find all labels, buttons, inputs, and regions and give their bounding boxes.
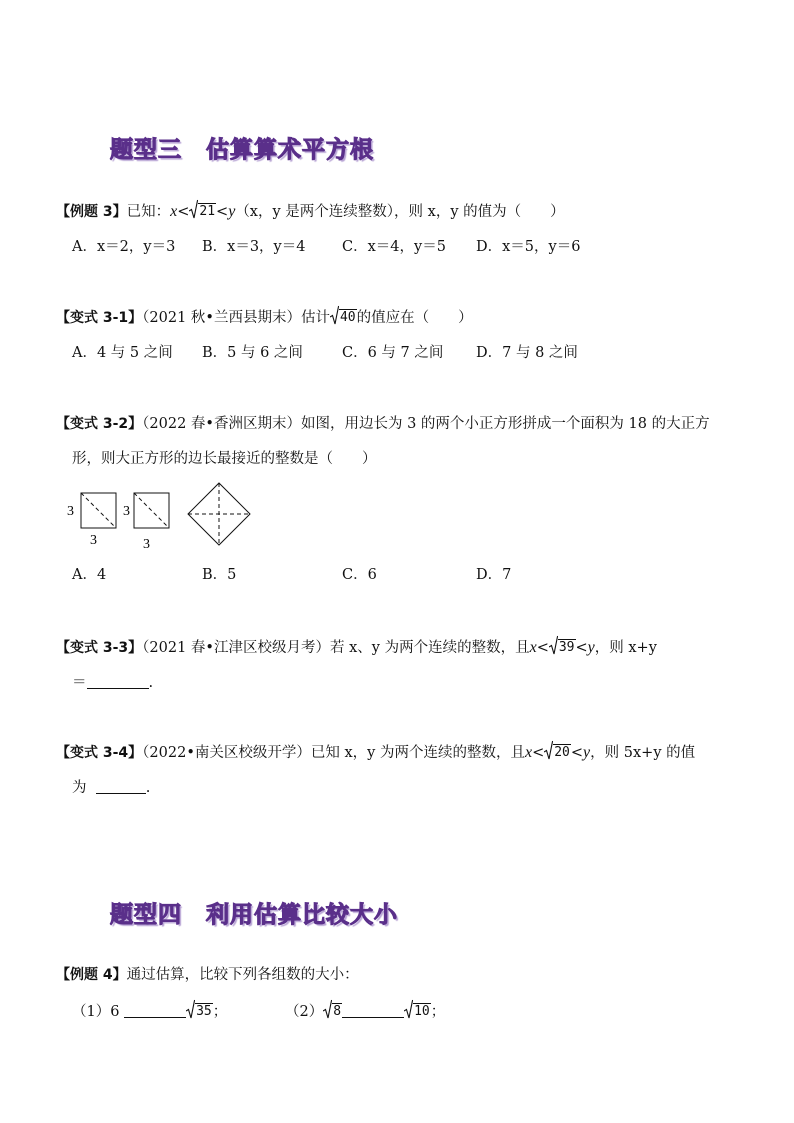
sqrt-expression [323,999,342,1019]
option-a: A．4 与 5 之间 [72,345,173,361]
radicand: 35 [196,1004,212,1019]
less-than: < [536,640,549,656]
variant-3-4-question [56,740,695,762]
radicand: 40 [339,310,356,325]
variant-3-3-question [56,635,657,657]
example-4-question [56,963,359,984]
sqrt-expression [404,999,431,1019]
variant-tag: 【变式 3-2】 [56,416,143,432]
semicolon: ； [430,1004,446,1020]
option-d: D．7 [476,567,512,583]
question-text: （2022 春•香洲区期末）如图，用边长为 3 的两个小正方形拼成一个面积为 18 的大正方 [142,416,710,432]
example-tag: 【例题 3】 [56,204,127,220]
option-c: C．x＝4，y＝5 [342,239,446,255]
less-than: < [216,204,229,220]
part-label: （2） [285,1004,324,1020]
answer-blank[interactable] [124,1017,186,1018]
part-1 [72,999,227,1021]
example-3-question [56,199,565,221]
variant-3-1-question [56,305,473,327]
part-2 [285,999,445,1021]
heading-number: 题型四 [110,902,182,928]
option-c: C．6 [342,567,377,583]
question-text: （x，y 是两个连续整数），则 x，y 的值为（ ） [235,204,565,220]
example-tag: 【例题 4】 [56,967,127,983]
question-text: 通过估算，比较下列各组数的大小： [126,967,359,983]
radicand: 8 [333,1004,342,1019]
question-text: ，则 5x+y 的值 [590,745,696,761]
equals-sign: ＝ [72,675,87,691]
side-label: 3 [90,533,97,548]
side-label: 3 [123,504,130,519]
section-heading-4 [110,896,398,929]
sqrt-expression [330,305,357,325]
section-heading-3 [110,131,374,164]
variant-3-2-question [56,412,710,433]
sqrt-expression [549,635,576,655]
answer-blank[interactable] [87,688,149,689]
radicand: 39 [558,640,575,655]
option-d: D．x＝5，y＝6 [476,239,581,255]
var-y: y [587,639,595,656]
less-than: < [575,640,588,656]
period: . [148,675,154,691]
option-b: B．5 与 6 之间 [202,345,303,361]
var-y: y [228,203,236,220]
variant-tag: 【变式 3-3】 [56,640,143,656]
side-label: 3 [67,504,74,519]
less-than: < [532,745,545,761]
radicand: 10 [414,1004,430,1019]
var-y: y [583,744,591,761]
question-text: （2021 春•江津区校级月考）若 x、y 为两个连续的整数，且 [142,640,530,656]
part-label: （1）6 [72,1004,120,1020]
radicand: 21 [199,204,216,219]
answer-blank[interactable] [342,1017,404,1018]
answer-line [72,671,153,692]
var-x: x [170,203,178,220]
heading-title: 利用估算比较大小 [206,902,398,928]
option-c: C．6 与 7 之间 [342,345,444,361]
side-label: 3 [143,537,150,552]
question-text: （2021 秋•兰西县期末）估计 [142,310,330,326]
period: . [145,780,151,796]
heading-number: 题型三 [110,137,182,163]
less-than: < [570,745,584,761]
variant-tag: 【变式 3-4】 [56,745,143,761]
option-b: B．5 [202,567,237,583]
squares-figure [60,480,260,552]
sqrt-expression [544,740,571,760]
question-text: 已知： [126,204,171,220]
var-x: x [529,639,537,656]
option-a: A．4 [72,567,107,583]
sqrt-expression [189,199,216,219]
answer-prefix: 为 [72,780,87,796]
question-text: 的值应在（ ） [356,310,473,326]
sqrt-expression [186,999,213,1019]
semicolon: ； [212,1004,228,1020]
variant-tag: 【变式 3-1】 [56,310,143,326]
radicand: 20 [554,745,570,760]
option-a: A．x＝2，y＝3 [72,239,176,255]
question-text: （2022•南关区校级开学）已知 x，y 为两个连续的整数，且 [142,745,525,761]
question-text-line2: 形，则大正方形的边长最接近的整数是（ ） [72,451,377,467]
less-than: < [177,204,190,220]
heading-title: 估算算术平方根 [206,137,374,163]
question-text: ，则 x+y [594,640,657,656]
option-b: B．x＝3，y＝4 [202,239,306,255]
var-x: x [524,744,533,761]
answer-line [72,776,150,797]
option-d: D．7 与 8 之间 [476,345,578,361]
answer-blank[interactable] [96,793,146,794]
